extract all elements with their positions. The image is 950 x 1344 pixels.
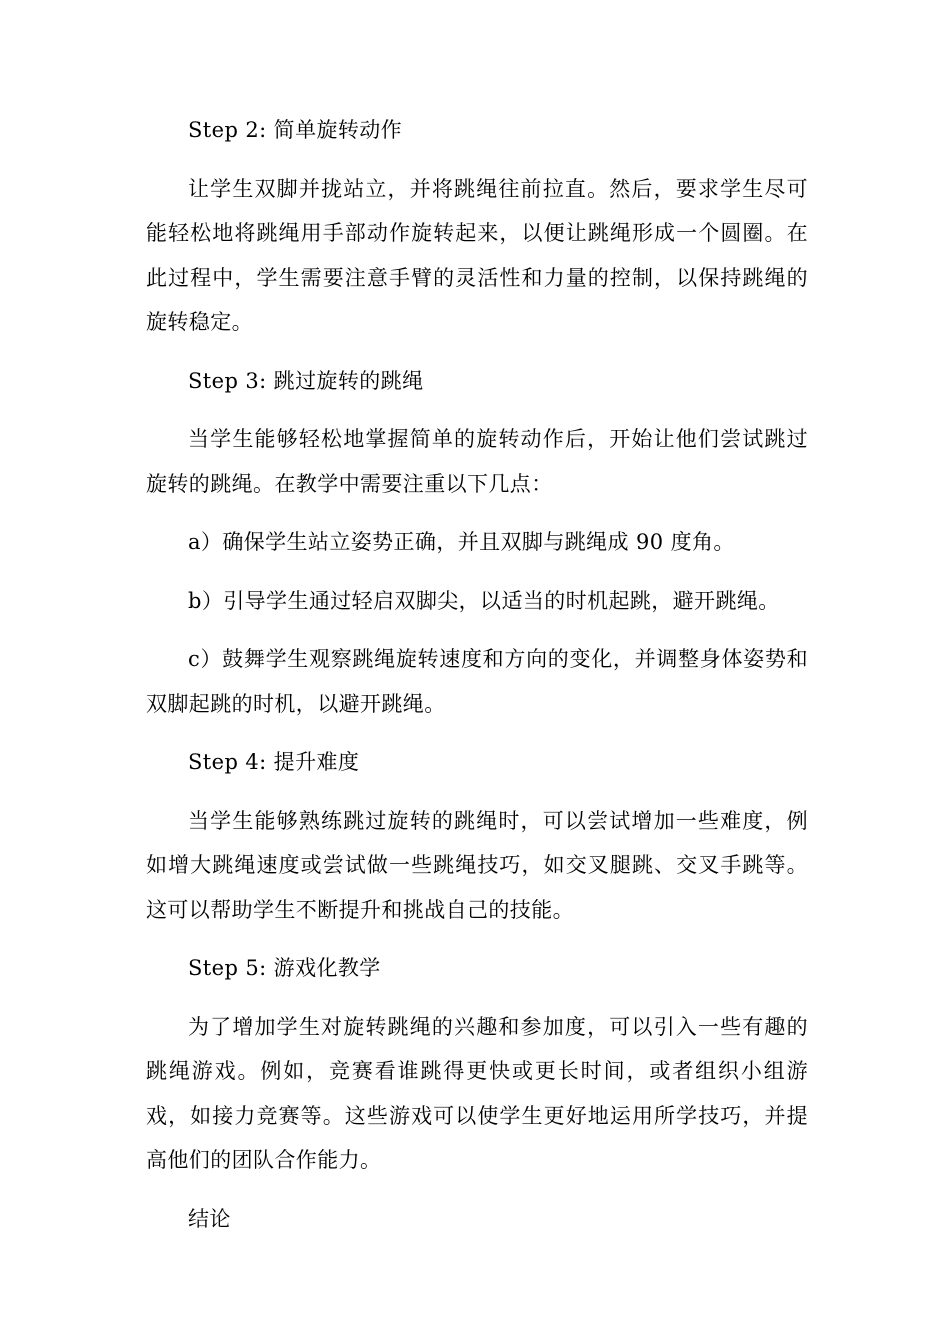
step-3-paragraph: 当学生能够轻松地掌握简单的旋转动作后，开始让他们尝试跳过旋转的跳绳。在教学中需要注重以下几点： bbox=[146, 427, 808, 496]
step-2-heading: Step 2: 简单旋转动作 bbox=[188, 118, 403, 142]
step-3-heading: Step 3: 跳过旋转的跳绳 bbox=[188, 368, 424, 393]
step-3-point-c: c）鼓舞学生观察跳绳旋转速度和方向的变化，并调整身体姿势和双脚起跳的时机，以避开跳绳。 bbox=[146, 647, 808, 716]
step-3-point-b: b）引导学生通过轻启双脚尖，以适当的时机起跳，避开跳绳。 bbox=[188, 588, 780, 613]
step-5-paragraph: 为了增加学生对旋转跳绳的兴趣和参加度，可以引入一些有趣的跳绳游戏。例如，竞赛看谁跳得更快或更长时间，或者组织小组游戏，如接力竞赛等。这些游戏可以使学生更好地运用所学技巧，并提高他们的团队合作能力。 bbox=[146, 1014, 808, 1172]
step-5-heading: Step 5: 游戏化教学 bbox=[188, 956, 381, 980]
step-4-paragraph: 当学生能够熟练跳过旋转的跳绳时，可以尝试增加一些难度，例如增大跳绳速度或尝试做一些跳绳技巧，如交叉腿跳、交叉手跳等。这可以帮助学生不断提升和挑战自己的技能。 bbox=[146, 808, 808, 922]
step-2-paragraph: 让学生双脚并拢站立，并将跳绳往前拉直。然后，要求学生尽可能轻松地将跳绳用手部动作旋转起来，以便让跳绳形成一个圆圈。在此过程中，学生需要注意手臂的灵活性和力量的控制，以保持跳绳的旋转稳定。 bbox=[146, 176, 808, 334]
step-4-heading: Step 4: 提升难度 bbox=[188, 750, 360, 774]
step-3-point-a: a）确保学生站立姿势正确，并且双脚与跳绳成 90 度角。 bbox=[188, 530, 735, 554]
document-body bbox=[146, 108, 808, 1255]
conclusion-heading: 结论 bbox=[188, 1206, 231, 1231]
